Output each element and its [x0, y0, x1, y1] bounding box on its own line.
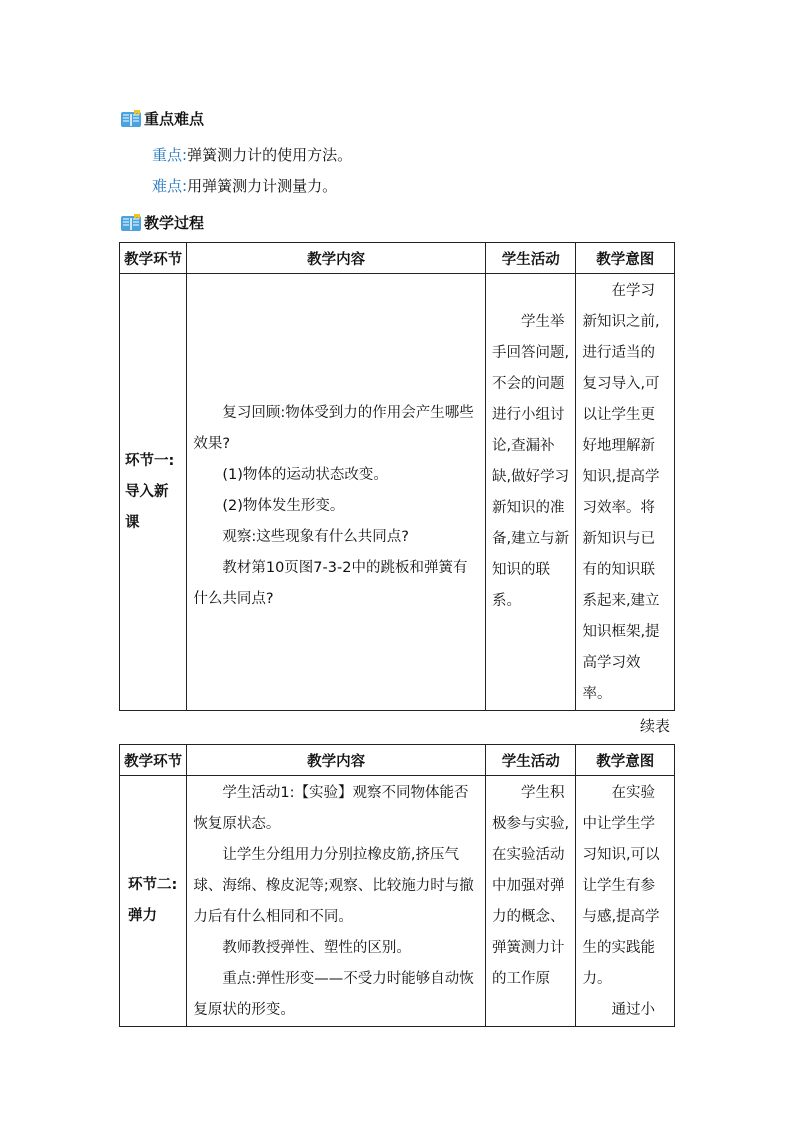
book-icon: [120, 213, 142, 233]
key-point-label: 重点:: [152, 146, 188, 164]
continued-label: 续表: [640, 717, 671, 735]
difficulty-line: [152, 175, 337, 196]
stage-cell: 环节二:弹力: [120, 776, 187, 1027]
key-point-text: 弹簧测力计的使用方法。: [187, 146, 353, 164]
table-row: [120, 776, 675, 1027]
table-row: [120, 274, 675, 711]
activity-cell: [485, 274, 575, 711]
activity-text: 学生举手回答问题,不会的问题进行小组讨论,查漏补缺,做好学习新知识的准备,建立与新知识的联系。: [491, 314, 570, 609]
lesson-table-2: [119, 744, 675, 1027]
intent-text-continued: 通过小: [611, 1002, 655, 1018]
header-stage: 教学环节: [120, 243, 187, 274]
content-paragraph: 观察:这些现象有什么共同点?: [222, 529, 409, 545]
content-cell: [187, 776, 486, 1027]
content-paragraph: 让学生分组用力分别拉橡皮筋,挤压气球、海绵、橡皮泥等;观察、比较施力时与撤力后有什么相同和不同。: [193, 847, 474, 925]
lesson-table-1: [119, 242, 675, 711]
header-content: 教学内容: [187, 243, 486, 274]
intent-cell: [576, 776, 675, 1027]
book-icon: [120, 109, 142, 129]
content-paragraph: 学生活动1:【实验】观察不同物体能否恢复原状态。: [193, 785, 469, 832]
content-paragraph: 教材第10页图7-3-2中的跳板和弹簧有什么共同点?: [193, 560, 468, 607]
content-paragraph: 复习回顾:物体受到力的作用会产生哪些效果?: [193, 405, 474, 452]
intent-text: 在实验中让学生学习知识,可以让学生有参与感,提高学生的实践能力。: [582, 785, 660, 987]
header-intent: 教学意图: [576, 243, 675, 274]
stage-cell: 环节一:导入新课: [120, 274, 187, 711]
content-cell: [187, 274, 486, 711]
section-title: 教学过程: [144, 214, 205, 232]
header-stage: 教学环节: [120, 745, 187, 776]
header-content: 教学内容: [187, 745, 486, 776]
header-activity: 学生活动: [485, 243, 575, 274]
section-heading-key-points: [120, 108, 204, 129]
key-point-line: [152, 144, 352, 165]
activity-cell: [485, 776, 575, 1027]
section-title: 重点难点: [144, 110, 205, 128]
section-heading-process: [120, 212, 204, 233]
content-paragraph: (1)物体的运动状态改变。: [222, 467, 388, 483]
difficulty-text: 用弹簧测力计测量力。: [187, 177, 338, 195]
difficulty-label: 难点:: [152, 177, 188, 195]
content-paragraph: 教师教授弹性、塑性的区别。: [222, 940, 411, 956]
header-intent: 教学意图: [576, 745, 675, 776]
content-paragraph: 重点:弹性形变——不受力时能够自动恢复原状的形变。: [193, 971, 474, 1018]
intent-text: 在学习新知识之前,进行适当的复习导入,可以让学生更好地理解新知识,提高学习效率。将新知识与已有的知识联系起来,建立知识框架,提高学习效率。: [582, 283, 660, 702]
table-header-row: [120, 243, 675, 274]
table-header-row: [120, 745, 675, 776]
intent-cell: [576, 274, 675, 711]
header-activity: 学生活动: [485, 745, 575, 776]
content-paragraph: (2)物体发生形变。: [222, 498, 345, 514]
activity-text: 学生积极参与实验,在实验活动中加强对弹力的概念、弹簧测力计的工作原: [491, 785, 570, 987]
